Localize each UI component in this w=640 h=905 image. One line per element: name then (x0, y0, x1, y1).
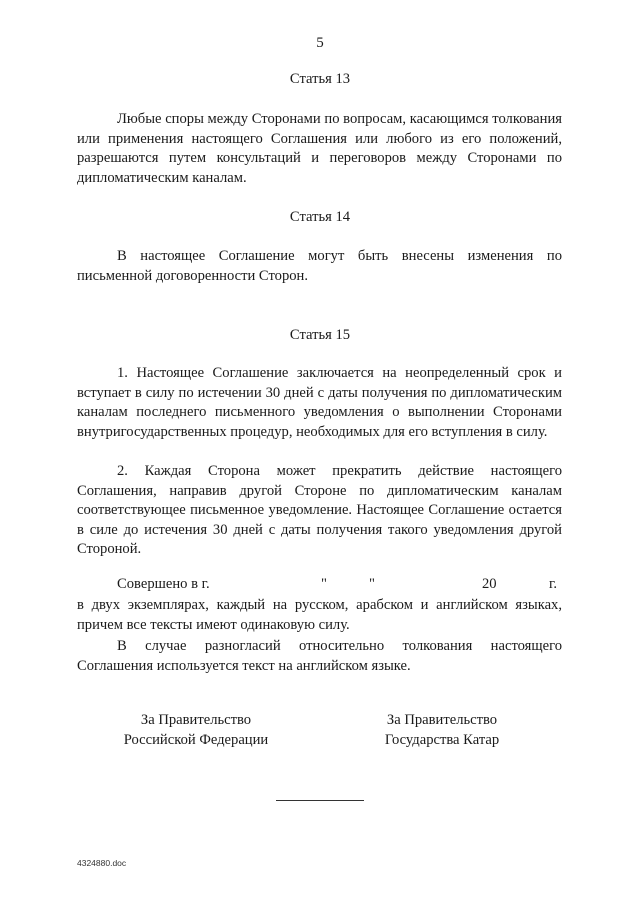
date-quote-close: " (369, 576, 375, 592)
signature-right-line2: Государства Катар (384, 731, 500, 748)
signature-right-line1: За Правительство (386, 712, 498, 728)
footer-filename: 4324880.doc (77, 858, 127, 868)
year-suffix: г. (549, 576, 557, 592)
done-at-prefix: Совершено в г. (117, 576, 210, 592)
signature-block-russia (106, 711, 286, 750)
signature-block-qatar (352, 711, 532, 750)
article-15-paragraph-1: 1. Настоящее Соглашение заключается на неопределенный срок и вступает в силу по истечении 30 дней с даты получения по дипломатическим каналам последнего письменного уведомления о выполнении Сторонами внутригосударственных процедур, необходимых для его вступления в силу. (77, 365, 562, 440)
signature-left-line1: За Правительство (140, 712, 252, 728)
discrepancy-clause: В случае разногласий относительно толкования настоящего Соглашения используется текст на английском языке. (77, 638, 562, 674)
article-13-text: Любые споры между Сторонами по вопросам, касающимся толкования или применения настоящего Соглашения или любого из его положений, разрешаются путем консультаций и переговоров между Сторонами по дипломатическим каналам. (77, 111, 562, 186)
end-rule (276, 800, 364, 801)
article-13-heading: Статья 13 (289, 71, 351, 87)
article-15-heading: Статья 15 (289, 327, 351, 343)
year-prefix: 20 (482, 576, 497, 592)
article-15-paragraph-2: 2. Каждая Сторона может прекратить действие настоящего Соглашения, направив другой Стороне по дипломатическим каналам соответствующее письменное уведомление. Настоящее Соглашение остается в силе до истечения 30 дней с даты получения такого уведомления другой Стороной. (77, 463, 562, 558)
done-at-continuation: в двух экземплярах, каждый на русском, арабском и английском языках, причем все тексты имеют одинаковую силу. (77, 597, 562, 633)
page-number: 5 (316, 35, 324, 51)
article-14-heading: Статья 14 (289, 209, 351, 225)
date-quote-open: " (321, 576, 327, 592)
article-14-text: В настоящее Соглашение могут быть внесены изменения по письменной договоренности Сторон. (77, 248, 562, 284)
done-at-line (77, 576, 562, 596)
signature-left-line2: Российской Федерации (123, 731, 269, 748)
